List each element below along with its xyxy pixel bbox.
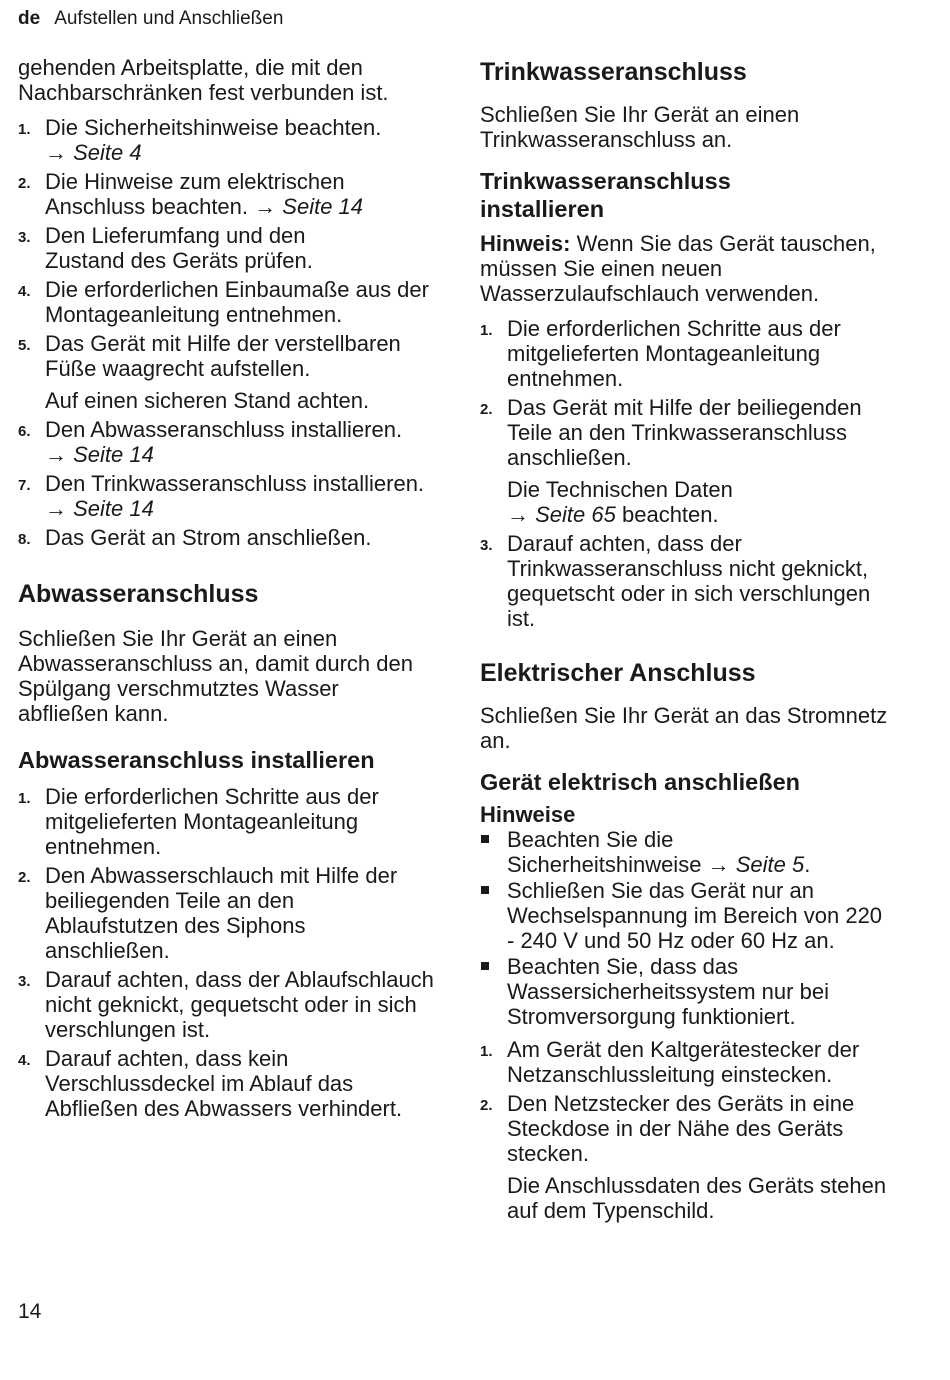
subheading-abwasser-install: Abwasseranschluss installieren — [18, 747, 375, 773]
hinweise-label: Hinweise — [480, 802, 576, 827]
hinweise-list — [480, 827, 900, 1029]
elektro-steps — [480, 1037, 900, 1223]
list-item: 1. Die erforderlichen Schritte aus der mitgelieferten Montageanleitung entnehmen. — [480, 316, 841, 391]
list-item: 3. Darauf achten, dass der Ablaufschlauch nicht geknickt, gequetscht oder in sich verschlungen ist. — [18, 967, 434, 1042]
list-item: 2. Das Gerät mit Hilfe der beiliegenden Teile an den Trinkwasseranschluss anschließen. Die Technischen Daten → Seite 65 beachten. — [480, 395, 862, 527]
list-item: Schließen Sie das Gerät nur an Wechselspannung im Bereich von 220 - 240 V und 50 Hz oder 60 Hz an. — [480, 878, 887, 953]
trinkwasser-steps — [480, 316, 900, 631]
hinweis-note: Hinweis: Wenn Sie das Gerät tauschen, müssen Sie einen neuen Wasserzulaufschlauch verwenden. — [480, 231, 876, 306]
section-heading-elektrisch: Elektrischer Anschluss — [480, 659, 756, 687]
list-item: 2. Die Hinweise zum elektrischen Anschluss beachten. → Seite 14 — [18, 169, 364, 219]
subheading-elektro-install: Gerät elektrisch anschließen — [480, 769, 801, 795]
list-item: 7. Den Trinkwasseranschluss installieren. → Seite 14 — [18, 471, 425, 521]
list-item: 1. Am Gerät den Kaltgerätestecker der Netzanschlussleitung einstecken. — [480, 1037, 860, 1087]
list-item: 8. Das Gerät an Strom anschließen. — [18, 525, 372, 550]
intro-text: gehenden Arbeitsplatte, die mit den Nachbarschränken fest verbunden ist. — [18, 55, 389, 105]
list-item: Beachten Sie, dass das Wassersicherheitssystem nur bei Stromversorgung funktioniert. — [480, 954, 892, 1029]
list-item: 4. Darauf achten, dass kein Verschlussdeckel im Ablauf das Abfließen des Abwassers verhindert. — [18, 1046, 403, 1121]
bullet-square-icon — [481, 962, 489, 970]
trinkwasser-text: Schließen Sie Ihr Gerät an einen Trinkwasseranschluss an. — [480, 102, 800, 152]
page-reference-link[interactable]: Seite 14 — [282, 194, 364, 219]
bullet-square-icon — [481, 835, 489, 843]
right-column — [480, 58, 900, 1227]
list-item: 4. Die erforderlichen Einbaumaße aus der Montageanleitung entnehmen. — [18, 277, 429, 327]
elektro-text: Schließen Sie Ihr Gerät an das Stromnetz an. — [480, 703, 888, 753]
page-reference-link[interactable]: Seite 65 — [535, 502, 616, 527]
section-title: Aufstellen und Anschließen — [54, 8, 284, 29]
bullet-square-icon — [481, 886, 489, 894]
hinweis-label: Hinweis: — [480, 231, 571, 256]
list-item: 2. Den Abwasserschlauch mit Hilfe der beiliegenden Teile an den Ablaufstutzen des Siphons anschließen. — [18, 863, 398, 963]
section-heading-abwasser: Abwasseranschluss — [18, 580, 259, 608]
subheading-trinkwasser-install: Trinkwasseranschluss installieren — [480, 168, 731, 222]
page-reference-link[interactable]: Seite 5 — [735, 852, 805, 877]
list-item: 1. Die Sicherheitshinweise beachten. → Seite 4 — [18, 115, 382, 165]
page-reference-link[interactable]: Seite 4 — [73, 140, 142, 165]
list-item: Beachten Sie die Sicherheitshinweise → Seite 5. — [480, 827, 867, 877]
page-number: 14 — [18, 1300, 42, 1323]
left-column — [18, 55, 443, 1125]
abwasser-text: Schließen Sie Ihr Gerät an einen Abwasseranschluss an, damit durch den Spülgang verschmutztes Wasser abfließen kann. — [18, 626, 413, 726]
setup-steps — [18, 115, 438, 550]
page-reference-link[interactable]: Seite 14 — [73, 442, 154, 467]
abwasser-steps — [18, 784, 438, 1121]
list-item: 5. Das Gerät mit Hilfe der verstellbaren Füße waagrecht aufstellen. Auf einen sicheren Stand achten. — [18, 331, 401, 413]
list-item: 3. Den Lieferumfang und den Zustand des Geräts prüfen. — [18, 223, 313, 273]
list-item: 1. Die erforderlichen Schritte aus der mitgelieferten Montageanleitung entnehmen. — [18, 784, 379, 859]
list-item: 6. Den Abwasseranschluss installieren. → Seite 14 — [18, 417, 403, 467]
page-reference-link[interactable]: Seite 14 — [73, 496, 154, 521]
page-header — [18, 8, 283, 30]
section-heading-trinkwasser: Trinkwasseranschluss — [480, 58, 747, 86]
list-item: 3. Darauf achten, dass der Trinkwasseranschluss nicht geknickt, gequetscht oder in sich verschlungen ist. — [480, 531, 871, 631]
language-code: de — [18, 8, 41, 29]
list-item: 2. Den Netzstecker des Geräts in eine Steckdose in der Nähe des Geräts stecken. Die Anschlussdaten des Geräts stehen auf dem Typenschild. — [480, 1091, 887, 1223]
